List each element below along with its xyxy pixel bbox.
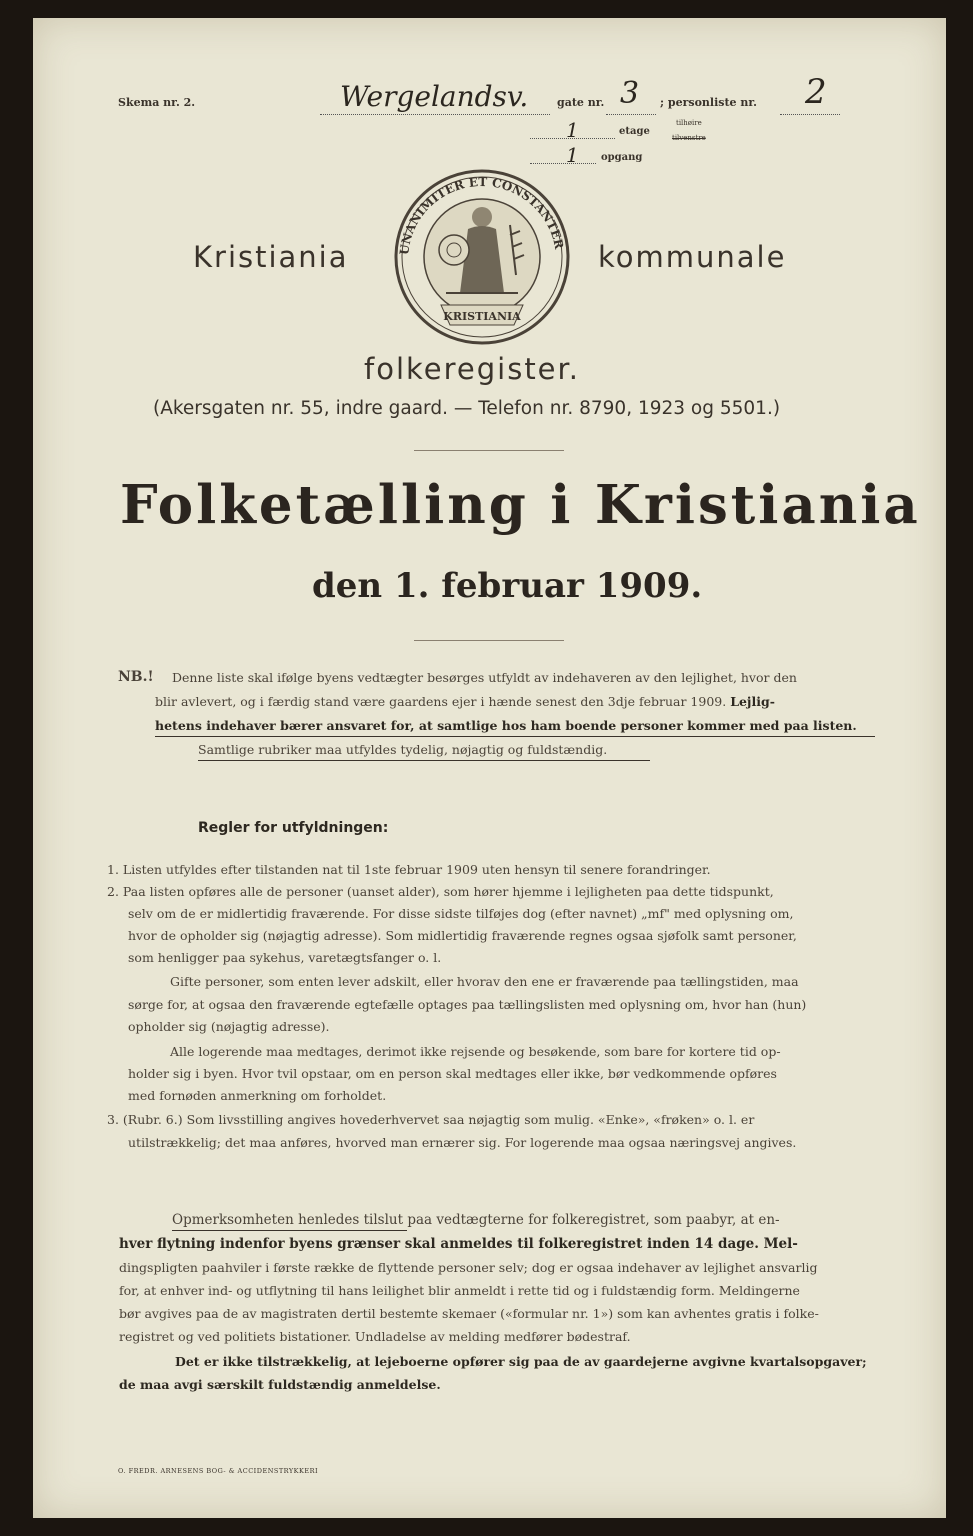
seal-ring-text: UNANIMITER ET CONSTANTER [397, 174, 567, 256]
etage-underline [530, 138, 615, 139]
rule-line: Gifte personer, som enten lever adskilt, eller hvorav den ene er fraværende paa tællingstiden, maa [170, 974, 799, 989]
nb-underline-1 [155, 736, 875, 737]
street-underline [320, 114, 550, 115]
printer-imprint: O. FREDR. ARNESENS BOG- & ACCIDENSTRYKKERI [118, 1467, 319, 1475]
nb-line-3: hetens indehaver bærer ansvaret for, at samtlige hos ham boende personer kommer med paa listen. [155, 718, 857, 733]
page-title: Folketælling i Kristiania [120, 474, 921, 536]
gate-label: gate nr. [557, 96, 605, 109]
rule-line: 1. Listen utfyldes efter tilstanden nat til 1ste februar 1909 uten hensyn til senere forandringer. [107, 862, 711, 877]
etage-number: 1 [566, 118, 579, 142]
rule-line: 3. (Rubr. 6.) Som livsstilling angives hovederhvervet saa nøjagtig som mulig. «Enke», «frøken» o. l. er [107, 1112, 755, 1127]
opgang-label: opgang [601, 152, 643, 163]
gate-underline [606, 114, 656, 115]
seal-bottom-text: KRISTIANIA [443, 310, 521, 323]
personliste-number: 2 [805, 72, 827, 112]
rule-line: opholder sig (nøjagtig adresse). [128, 1019, 330, 1034]
rule-line: selv om de er midlertidig fraværende. For disse sidste tilføjes dog (efter navnet) „mf" med oplysning om, [128, 906, 794, 921]
kristiania-seal-icon [386, 165, 578, 350]
opgang-underline [530, 163, 596, 164]
office-address: (Akersgaten nr. 55, indre gaard. — Telefon nr. 8790, 1923 og 5501.) [153, 398, 781, 419]
office-right-word: kommunale [598, 240, 787, 274]
rule-line: holder sig i byen. Hvor tvil opstaar, om en person skal medtages eller ikke, bør vedkommende opføres [128, 1066, 777, 1081]
office-folkeregister: folkeregister. [364, 352, 581, 386]
etage-option-left: tilvenstre [672, 134, 706, 142]
opgang-number: 1 [566, 143, 579, 167]
rules-heading: Regler for utfyldningen: [198, 820, 389, 836]
personliste-label: ; personliste nr. [660, 96, 757, 109]
notice-line: for, at enhver ind- og utflytning til hans leilighet blir anmeldt i rette tid og i fuldstændig form. Meldingerne [119, 1283, 800, 1298]
notice-line: Opmerksomheten henledes tilslut paa vedtægterne for folkeregistret, som paabyr, at en- [172, 1212, 780, 1228]
rule-line: 2. Paa listen opføres alle de personer (uanset alder), som hører hjemme i lejligheten paa dette tidspunkt, [107, 884, 774, 899]
gate-number: 3 [620, 76, 640, 111]
etage-option-right: tilhøire [676, 119, 702, 127]
rule-line: med fornøden anmerkning om forholdet. [128, 1088, 387, 1103]
nb-line-1: Denne liste skal ifølge byens vedtægter besørges utfyldt av indehaveren av den lejlighet, hvor den [172, 670, 797, 685]
notice-line: de maa avgi særskilt fuldstændig anmeldelse. [119, 1377, 441, 1392]
notice-line: hver flytning indenfor byens grænser skal anmeldes til folkeregistret inden 14 dage. Mel- [119, 1236, 798, 1252]
nb-underline-2 [198, 760, 650, 761]
street-name-handwritten: Wergelandsv. [340, 80, 529, 113]
office-left-word: Kristiania [193, 240, 349, 274]
page-subtitle-date: den 1. februar 1909. [312, 566, 703, 606]
notice-line: bør avgives paa de av magistraten dertil bestemte skemaer («formular nr. 1») som kan avhentes gratis i folke- [119, 1306, 819, 1321]
notice-line: dingspligten paahviler i første række de flyttende personer selv; dog er ogsaa indehaver av lejlighet ansvarlig [119, 1260, 818, 1275]
personliste-underline [780, 114, 840, 115]
nb-line-2: blir avlevert, og i færdig stand være gaardens ejer i hænde senest den 3dje februar 1909. Lejlig- [155, 694, 775, 709]
rule-line: utilstrækkelig; det maa anføres, hvorved man ernærer sig. For logerende maa ogsaa næringsvej angives. [128, 1135, 797, 1150]
notice-line: registret og ved politiets bistationer. Undladelse av melding medfører bødestraf. [119, 1329, 631, 1344]
divider-middle [414, 640, 564, 641]
rule-line: Alle logerende maa medtages, derimot ikke rejsende og besøkende, som bare for kortere tid op- [170, 1044, 781, 1059]
etage-label: etage [619, 126, 650, 137]
notice-line: Det er ikke tilstrækkelig, at lejeboerne opfører sig paa de av gaardejerne avgivne kvartalsopgaver; [175, 1354, 867, 1369]
rule-line: som henligger paa sykehus, varetægtsfanger o. l. [128, 950, 442, 965]
nb-line-4: Samtlige rubriker maa utfyldes tydelig, nøjagtig og fuldstændig. [198, 742, 608, 757]
rule-line: hvor de opholder sig (nøjagtig adresse). Som midlertidig fraværende regnes ogsaa sjøfolk samt personer, [128, 928, 797, 943]
rule-line: sørge for, at ogsaa den fraværende egtefælle optages paa tællingslisten med oplysning om, hvor han (hun) [128, 997, 807, 1012]
nb-label: NB.! [118, 669, 154, 685]
divider-top [414, 450, 564, 451]
notice-underline [172, 1230, 407, 1231]
skema-number: Skema nr. 2. [118, 96, 196, 109]
